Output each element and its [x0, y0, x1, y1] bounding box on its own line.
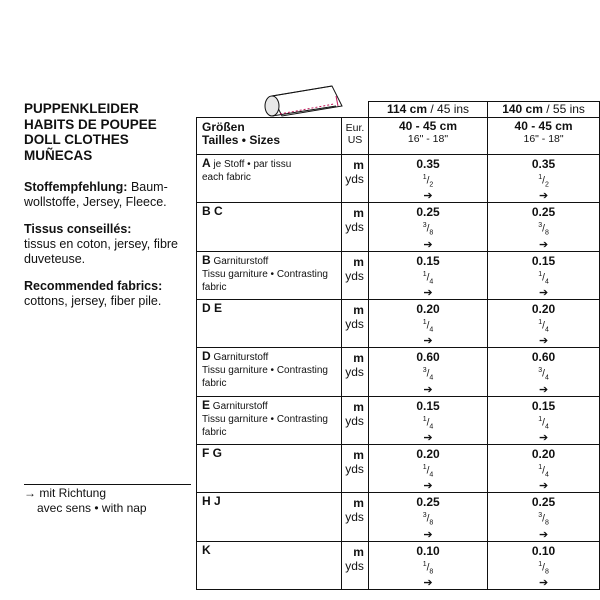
table-row — [197, 299, 600, 347]
yards-114-num: 3 — [422, 367, 427, 375]
yards-114-num: 1 — [422, 270, 427, 278]
unit-cell — [342, 541, 369, 589]
value-114 — [368, 396, 487, 444]
meters-140: 0.15 — [531, 398, 556, 413]
piece-code: F G — [202, 445, 222, 460]
table-row — [197, 348, 600, 396]
meters-140: 0.15 — [531, 253, 556, 268]
unit-yds: yds — [345, 220, 364, 235]
unit-header — [342, 118, 369, 155]
piece-code: D E — [202, 300, 223, 315]
meters-140: 0.60 — [531, 350, 556, 365]
nap-arrow-icon: ➔ — [538, 335, 549, 348]
yards-114-num: 1 — [422, 174, 427, 181]
yards-140-den: 4 — [544, 471, 549, 479]
yards-114: $^1/_4$ — [422, 463, 434, 479]
yards-140-den: 8 — [544, 519, 549, 527]
piece-desc2: Tissu garniture • Contrasting fabric — [202, 268, 328, 293]
fabric-width-114 — [368, 102, 487, 118]
yards-140: $^1/_4$ — [538, 415, 549, 430]
nap-arrow-icon: ➔ — [538, 480, 549, 493]
yards-114-den: 4 — [429, 374, 434, 382]
unit-yds: yds — [345, 172, 364, 186]
meters-114: 0.15 — [416, 253, 440, 268]
meters-140: 0.20 — [531, 301, 556, 316]
piece-label — [197, 348, 342, 396]
piece-desc1: Garniturstoff — [213, 255, 269, 267]
table-row — [197, 155, 600, 203]
yards-114: $^3/_8$ — [422, 222, 434, 237]
yards-114: $^1/_4$ — [422, 318, 434, 334]
yards-140-den: 4 — [544, 277, 549, 285]
piece-desc1: je Stoff • par tissu — [213, 159, 292, 170]
yards-140: $^1/_8$ — [538, 560, 549, 575]
piece-label — [197, 444, 342, 492]
text-de-1: Baum- — [127, 180, 168, 194]
nap-arrow-icon: ➔ — [538, 576, 549, 589]
unit-cell — [342, 299, 369, 347]
yards-140-den: 4 — [544, 422, 549, 430]
unit-yds: yds — [345, 558, 364, 573]
yards-114-num: 3 — [422, 222, 427, 230]
nap-note — [24, 486, 194, 516]
yards-140: $^1/_4$ — [538, 270, 549, 285]
value-114 — [368, 155, 487, 203]
value-114 — [368, 444, 487, 492]
nap-note-line1: → mit Richtung — [24, 486, 107, 500]
yards-140-num: 3 — [538, 222, 543, 230]
table-row — [197, 203, 600, 251]
value-140 — [488, 251, 600, 299]
unit-us: US — [347, 134, 363, 146]
piece-desc2: Tissu garniture • Contrasting fabric — [202, 365, 328, 390]
unit-cell — [342, 251, 369, 299]
yards-114-num: 3 — [422, 512, 427, 520]
unit-cell — [342, 155, 369, 203]
yards-114: $^3/_4$ — [422, 367, 434, 382]
nap-arrow-icon: ➔ — [423, 238, 433, 251]
size-cm-140: 40 - 45 cm — [514, 119, 573, 133]
piece-desc2: each fabric — [202, 172, 251, 183]
value-114 — [368, 203, 487, 251]
yards-140: $^1/_2$ — [538, 174, 549, 189]
yards-114-num: 1 — [422, 318, 427, 326]
unit-yds: yds — [345, 268, 364, 283]
unit-cell — [342, 493, 369, 541]
text-en-2: cottons, jersey, fiber pile. — [24, 294, 162, 308]
size-range-140 — [488, 118, 600, 155]
yards-114-den: 2 — [429, 181, 434, 189]
value-114 — [368, 251, 487, 299]
unit-eur: Eur. — [345, 122, 365, 134]
value-140 — [488, 493, 600, 541]
unit-m: m — [353, 351, 364, 366]
yards-140-num: 1 — [538, 463, 543, 471]
piece-label — [197, 155, 342, 203]
value-140 — [488, 155, 600, 203]
nap-arrow-icon: ➔ — [538, 431, 549, 444]
fabric-width-114-cm: 114 cm — [386, 102, 427, 116]
unit-cell — [342, 348, 369, 396]
yards-114-num: 1 — [422, 560, 427, 568]
heading-de: Stoffempfehlung: — [24, 180, 128, 194]
yards-140-num: 1 — [538, 174, 543, 181]
heading-fr: Tissus conseillés: — [24, 222, 132, 236]
unit-yds: yds — [345, 510, 364, 525]
value-114 — [368, 348, 487, 396]
value-140 — [488, 299, 600, 347]
title-fr: HABITS DE POUPEE — [24, 116, 157, 132]
fabric-width-140 — [488, 102, 600, 118]
piece-label — [197, 299, 342, 347]
value-114 — [368, 493, 487, 541]
meters-114: 0.15 — [416, 398, 440, 413]
yards-140-den: 4 — [544, 374, 549, 382]
piece-code: D — [202, 349, 211, 364]
unit-m: m — [353, 302, 364, 317]
nap-arrow-icon: ➔ — [423, 286, 433, 299]
nap-arrow-icon: ➔ — [423, 576, 433, 589]
divider — [24, 484, 191, 485]
meters-114: 0.60 — [416, 350, 440, 365]
sizes-label-de: Größen — [202, 120, 245, 134]
yards-140-num: 1 — [538, 318, 543, 326]
piece-desc2: Tissu garniture • Contrasting fabric — [202, 413, 328, 438]
piece-code: B C — [202, 204, 223, 219]
yards-140-num: 3 — [538, 512, 543, 520]
yards-114: $^1/_4$ — [422, 415, 434, 430]
meters-140: 0.25 — [531, 205, 556, 220]
size-in-114: 16" - 18" — [407, 133, 449, 145]
value-140 — [488, 348, 600, 396]
unit-m: m — [353, 158, 364, 172]
value-114 — [368, 299, 487, 347]
fabric-width-140-cm: 140 cm — [502, 102, 543, 116]
unit-m: m — [353, 544, 364, 559]
yards-114-den: 8 — [429, 519, 434, 527]
yards-114-num: 1 — [422, 415, 427, 423]
yards-140-den: 8 — [544, 567, 549, 575]
meters-114: 0.10 — [416, 543, 440, 558]
meters-114: 0.25 — [416, 205, 440, 220]
fabric-width-114-ins: 45 ins — [437, 102, 470, 116]
unit-m: m — [353, 447, 364, 462]
unit-m: m — [353, 206, 364, 221]
yards-140-den: 8 — [544, 229, 549, 237]
yards-114-den: 4 — [429, 277, 434, 285]
nap-arrow-icon: ➔ — [423, 383, 433, 396]
unit-m: m — [353, 496, 364, 511]
heading-en: Recommended fabrics: — [24, 279, 163, 293]
piece-label — [197, 203, 342, 251]
meters-140: 0.35 — [531, 157, 556, 171]
table-row — [197, 251, 600, 299]
piece-label — [197, 251, 342, 299]
piece-code: B — [202, 252, 211, 267]
nap-arrow-icon: ➔ — [538, 286, 549, 299]
yards-114: $^1/_2$ — [422, 174, 434, 189]
nap-arrow-icon: ➔ — [423, 335, 433, 348]
yards-140-num: 1 — [538, 560, 543, 568]
piece-desc1: Garniturstoff — [213, 352, 269, 364]
piece-label — [197, 493, 342, 541]
value-140 — [488, 444, 600, 492]
sizes-label: Tailles • Sizes — [202, 133, 281, 147]
fabric-recommendation-fr — [24, 222, 196, 267]
fabric-width-140-ins: 55 ins — [552, 102, 585, 116]
unit-yds: yds — [345, 413, 364, 428]
unit-cell — [342, 396, 369, 444]
nap-arrow-icon: ➔ — [538, 383, 549, 396]
yards-140: $^3/_8$ — [538, 222, 549, 237]
piece-code: A — [202, 156, 211, 170]
nap-arrow-icon: ➔ — [538, 528, 549, 541]
meters-114: 0.20 — [416, 446, 440, 461]
fabric-recommendation-de — [24, 180, 196, 210]
meters-114: 0.20 — [416, 301, 440, 316]
title-en: DOLL CLOTHES — [24, 132, 129, 147]
size-cm-114: 40 - 45 cm — [398, 119, 458, 133]
nap-arrow-icon: ➔ — [423, 431, 433, 444]
unit-yds: yds — [345, 316, 364, 331]
yards-114-den: 4 — [429, 422, 434, 430]
unit-m: m — [353, 254, 364, 269]
unit-cell — [342, 203, 369, 251]
unit-cell — [342, 444, 369, 492]
nap-arrow-icon: ➔ — [538, 238, 549, 251]
yards-140-num: 3 — [538, 367, 543, 375]
yards-114-den: 4 — [429, 471, 434, 479]
value-140 — [488, 541, 600, 589]
yards-114-den: 8 — [429, 567, 434, 575]
meters-140: 0.25 — [531, 495, 556, 510]
unit-yds: yds — [345, 365, 364, 380]
meters-140: 0.20 — [531, 446, 556, 461]
piece-code: H J — [202, 494, 221, 509]
text-de-2: wollstoffe, Jersey, Fleece. — [24, 195, 167, 209]
yards-140: $^1/_4$ — [538, 318, 549, 334]
piece-code: K — [202, 542, 211, 557]
table-row — [197, 444, 600, 492]
piece-label — [197, 541, 342, 589]
meters-114: 0.35 — [416, 157, 440, 171]
piece-code: E — [202, 397, 211, 412]
nap-note-line2: avec sens • with nap — [37, 501, 147, 515]
piece-label — [197, 396, 342, 444]
yards-114: $^3/_8$ — [422, 512, 434, 527]
value-140 — [488, 396, 600, 444]
table-row — [197, 493, 600, 541]
yards-114-num: 1 — [422, 463, 427, 471]
fabric-roll-icon — [262, 82, 344, 128]
yards-140-num: 1 — [538, 415, 543, 423]
size-in-140: 16" - 18" — [523, 133, 564, 145]
table-row — [197, 541, 600, 589]
yards-140: $^3/_8$ — [538, 512, 549, 527]
piece-desc1: Garniturstoff — [212, 400, 268, 412]
nap-arrow-icon: ➔ — [423, 480, 433, 493]
yards-114-den: 8 — [429, 229, 434, 237]
meters-140: 0.10 — [531, 543, 556, 558]
yards-114-den: 4 — [429, 326, 434, 334]
size-range-114 — [368, 118, 487, 155]
yards-114: $^1/_8$ — [422, 560, 434, 575]
fabric-width-114-sep: / — [427, 102, 438, 116]
nap-arrow-icon: ➔ — [423, 190, 433, 203]
fabric-width-140-sep: / — [542, 102, 553, 116]
yards-140-den: 2 — [544, 181, 549, 189]
fabric-recommendation-en — [24, 279, 196, 309]
yards-140: $^1/_4$ — [538, 463, 549, 479]
yards-140-den: 4 — [544, 326, 549, 334]
yardage-table — [196, 101, 600, 590]
title-es: MUÑECAS — [24, 147, 93, 163]
nap-arrow-icon: ➔ — [423, 528, 433, 541]
title-de: PUPPENKLEIDER — [24, 101, 139, 116]
nap-arrow-icon: ➔ — [538, 190, 549, 203]
yards-140: $^3/_4$ — [538, 367, 549, 382]
text-fr-2: tissus en coton, jersey, fibre duveteuse. — [24, 237, 179, 266]
yards-140-num: 1 — [538, 270, 543, 278]
value-114 — [368, 541, 487, 589]
yards-114: $^1/_4$ — [422, 270, 434, 285]
value-140 — [488, 203, 600, 251]
unit-yds: yds — [345, 461, 364, 476]
meters-114: 0.25 — [416, 495, 440, 510]
fabric-info-panel — [24, 101, 196, 309]
table-row — [197, 396, 600, 444]
unit-m: m — [353, 399, 364, 414]
